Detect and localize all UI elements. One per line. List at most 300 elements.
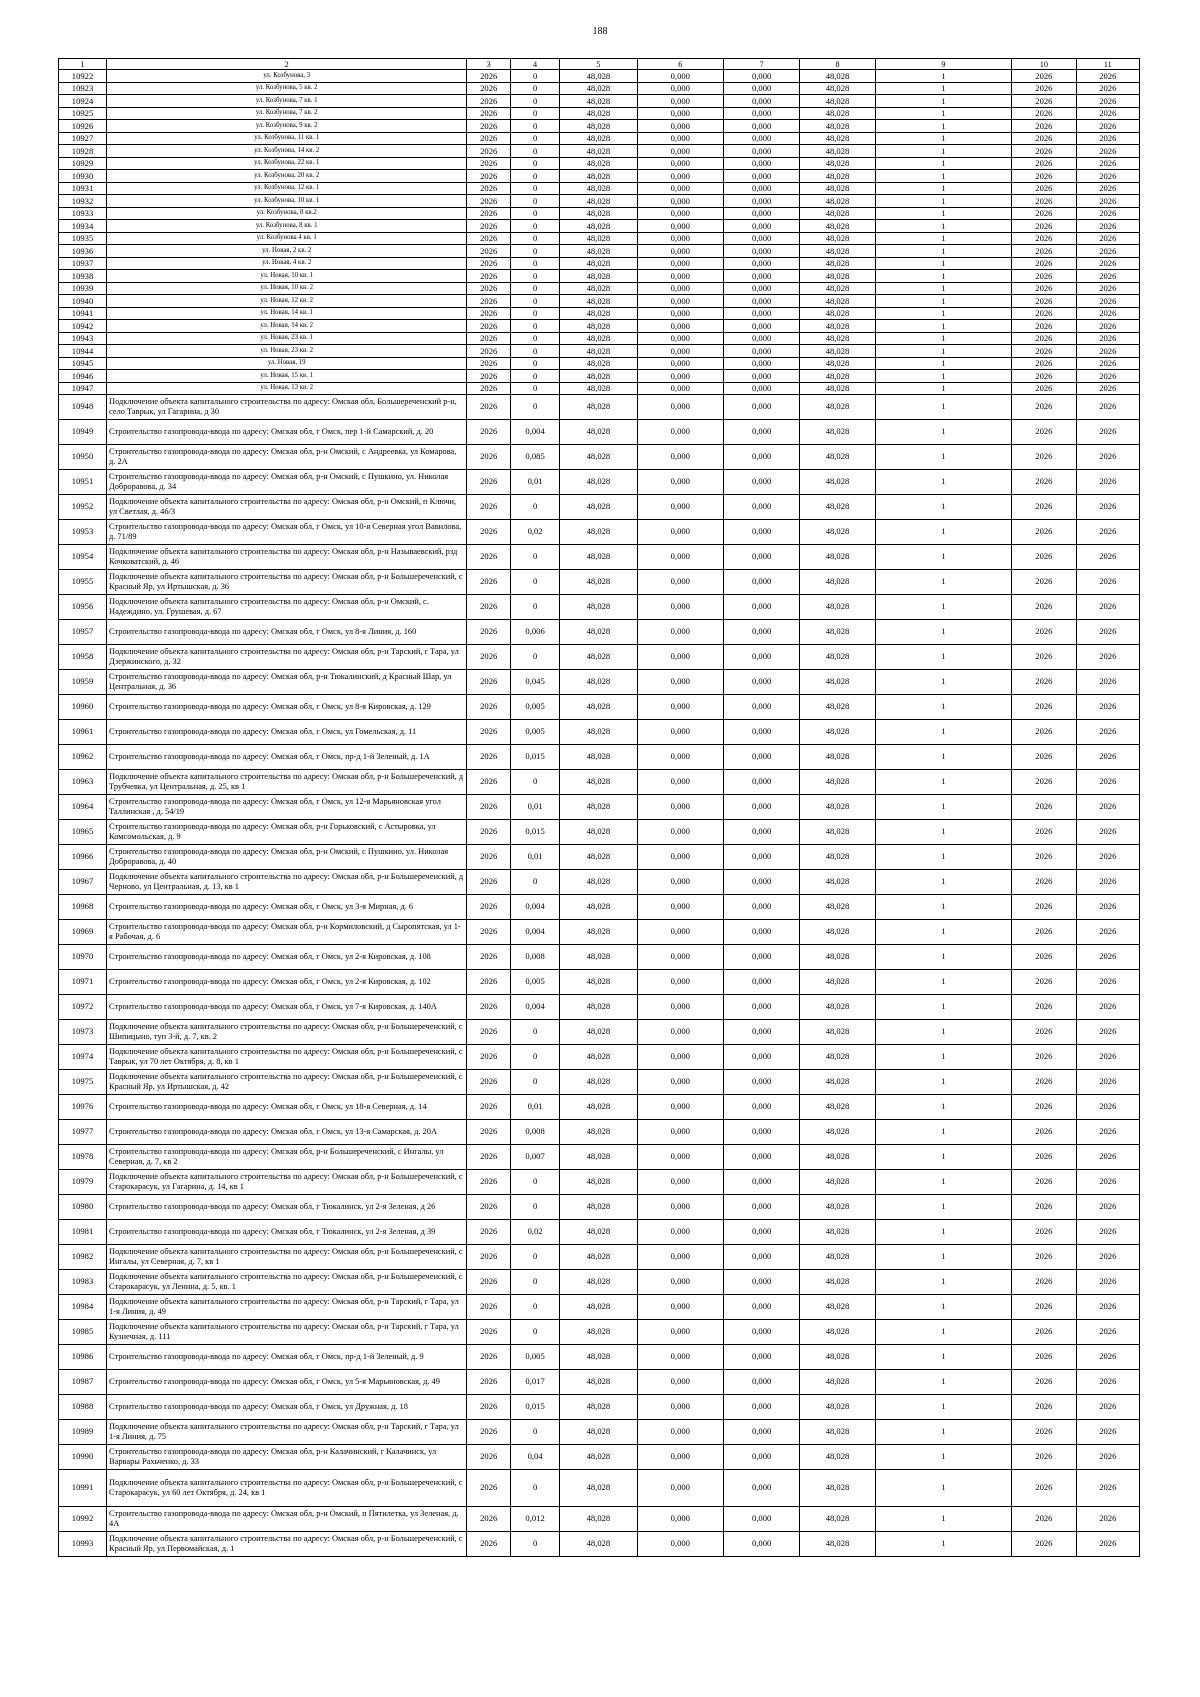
cell-col-2: Подключение объекта капитального строительства по адресу: Омская обл, р-н Большереченский, с Старокарасук, ул Ленина, д. 5, кв. 1 [107, 1270, 467, 1295]
cell-col-1: 10947 [59, 382, 107, 395]
cell-col-10: 2026 [1012, 282, 1076, 295]
cell-col-11: 2026 [1076, 420, 1139, 445]
table-row [59, 1270, 1140, 1295]
cell-col-1: 10988 [59, 1395, 107, 1420]
cell-col-7: 0,000 [723, 295, 799, 308]
table-row [59, 1295, 1140, 1320]
cell-col-8: 48,028 [800, 1270, 875, 1295]
table-row [59, 295, 1140, 308]
cell-col-4: 0 [511, 82, 560, 95]
cell-col-10: 2026 [1012, 870, 1076, 895]
cell-col-2: Строительство газопровода-ввода по адресу: Омская обл, г Тюкалинск, ул 2-я Зеленая, д 39 [107, 1220, 467, 1245]
cell-col-1: 10968 [59, 895, 107, 920]
cell-col-7: 0,000 [723, 320, 799, 333]
cell-col-5: 48,028 [560, 920, 638, 945]
cell-col-2: ул. Козбунова, 7 кв. 1 [107, 95, 467, 108]
cell-col-6: 0,000 [637, 720, 723, 745]
cell-col-2: ул. Новая, 15 кв. 1 [107, 370, 467, 383]
cell-col-2: Строительство газопровода-ввода по адресу: Омская обл, р-н Омский, с Пушкино, ул. Николая Доброравова, д. 40 [107, 845, 467, 870]
cell-col-6: 0,000 [637, 1345, 723, 1370]
cell-col-3: 2026 [467, 1320, 511, 1345]
table-row [59, 970, 1140, 995]
table-row [59, 1195, 1140, 1220]
cell-col-3: 2026 [467, 1070, 511, 1095]
cell-col-7: 0,000 [723, 220, 799, 233]
cell-col-4: 0,006 [511, 620, 560, 645]
cell-col-7: 0,000 [723, 1170, 799, 1195]
cell-col-6: 0,000 [637, 157, 723, 170]
cell-col-5: 48,028 [560, 1470, 638, 1507]
table-row [59, 1120, 1140, 1145]
cell-col-7: 0,000 [723, 1195, 799, 1220]
cell-col-2: Подключение объекта капитального строительства по адресу: Омская обл, р-н Большереченский, с Красный Яр, ул Первомайская, д. 1 [107, 1532, 467, 1557]
cell-col-6: 0,000 [637, 1420, 723, 1445]
column-header-8: 8 [800, 59, 875, 70]
cell-col-1: 10925 [59, 107, 107, 120]
cell-col-1: 10931 [59, 182, 107, 195]
cell-col-7: 0,000 [723, 770, 799, 795]
cell-col-3: 2026 [467, 820, 511, 845]
cell-col-4: 0 [511, 182, 560, 195]
cell-col-5: 48,028 [560, 1345, 638, 1370]
cell-col-4: 0 [511, 70, 560, 83]
cell-col-6: 0,000 [637, 820, 723, 845]
cell-col-1: 10936 [59, 245, 107, 258]
cell-col-1: 10967 [59, 870, 107, 895]
cell-col-6: 0,000 [637, 332, 723, 345]
cell-col-8: 48,028 [800, 695, 875, 720]
cell-col-2: ул. Козбунова, 14 кв. 2 [107, 145, 467, 158]
cell-col-11: 2026 [1076, 95, 1139, 108]
cell-col-10: 2026 [1012, 1320, 1076, 1345]
cell-col-1: 10926 [59, 120, 107, 133]
cell-col-3: 2026 [467, 1270, 511, 1295]
cell-col-7: 0,000 [723, 1470, 799, 1507]
cell-col-10: 2026 [1012, 245, 1076, 258]
cell-col-3: 2026 [467, 132, 511, 145]
cell-col-6: 0,000 [637, 370, 723, 383]
cell-col-2: Подключение объекта капитального строительства по адресу: Омская обл, р-н Тарский, г Тара, ул 1-я Линия, д. 75 [107, 1420, 467, 1445]
table-row [59, 120, 1140, 133]
cell-col-4: 0 [511, 770, 560, 795]
cell-col-7: 0,000 [723, 845, 799, 870]
cell-col-7: 0,000 [723, 345, 799, 358]
cell-col-7: 0,000 [723, 620, 799, 645]
cell-col-1: 10935 [59, 232, 107, 245]
cell-col-11: 2026 [1076, 382, 1139, 395]
cell-col-6: 0,000 [637, 145, 723, 158]
cell-col-4: 0,015 [511, 745, 560, 770]
cell-col-4: 0,01 [511, 795, 560, 820]
cell-col-1: 10941 [59, 307, 107, 320]
cell-col-4: 0 [511, 245, 560, 258]
cell-col-2: ул. Новая, 12 кв. 2 [107, 295, 467, 308]
cell-col-1: 10977 [59, 1120, 107, 1145]
cell-col-9: 1 [875, 220, 1011, 233]
cell-col-3: 2026 [467, 1370, 511, 1395]
cell-col-5: 48,028 [560, 1120, 638, 1145]
cell-col-1: 10930 [59, 170, 107, 183]
cell-col-7: 0,000 [723, 695, 799, 720]
cell-col-3: 2026 [467, 1295, 511, 1320]
cell-col-4: 0,04 [511, 1445, 560, 1470]
cell-col-5: 48,028 [560, 307, 638, 320]
cell-col-10: 2026 [1012, 120, 1076, 133]
cell-col-11: 2026 [1076, 157, 1139, 170]
table-row [59, 395, 1140, 420]
cell-col-3: 2026 [467, 220, 511, 233]
cell-col-11: 2026 [1076, 220, 1139, 233]
cell-col-5: 48,028 [560, 1045, 638, 1070]
table-row [59, 207, 1140, 220]
cell-col-5: 48,028 [560, 132, 638, 145]
cell-col-3: 2026 [467, 620, 511, 645]
cell-col-3: 2026 [467, 1532, 511, 1557]
cell-col-8: 48,028 [800, 1370, 875, 1395]
table-row [59, 1470, 1140, 1507]
cell-col-2: ул. Козбунова, 11 кв. 1 [107, 132, 467, 145]
cell-col-4: 0,008 [511, 945, 560, 970]
cell-col-4: 0 [511, 357, 560, 370]
cell-col-7: 0,000 [723, 920, 799, 945]
cell-col-11: 2026 [1076, 845, 1139, 870]
cell-col-5: 48,028 [560, 695, 638, 720]
cell-col-6: 0,000 [637, 82, 723, 95]
cell-col-5: 48,028 [560, 145, 638, 158]
cell-col-6: 0,000 [637, 1070, 723, 1095]
cell-col-9: 1 [875, 670, 1011, 695]
cell-col-3: 2026 [467, 945, 511, 970]
cell-col-7: 0,000 [723, 1220, 799, 1245]
cell-col-4: 0 [511, 370, 560, 383]
cell-col-6: 0,000 [637, 1370, 723, 1395]
cell-col-6: 0,000 [637, 1320, 723, 1345]
cell-col-3: 2026 [467, 245, 511, 258]
cell-col-4: 0 [511, 132, 560, 145]
cell-col-5: 48,028 [560, 245, 638, 258]
cell-col-10: 2026 [1012, 645, 1076, 670]
cell-col-6: 0,000 [637, 520, 723, 545]
cell-col-4: 0 [511, 595, 560, 620]
cell-col-4: 0,045 [511, 670, 560, 695]
cell-col-2: Подключение объекта капитального строительства по адресу: Омская обл, р-н Большереченский, с Красный Яр, ул Иртышская, д. 42 [107, 1070, 467, 1095]
cell-col-1: 10934 [59, 220, 107, 233]
table-row [59, 232, 1140, 245]
cell-col-3: 2026 [467, 95, 511, 108]
cell-col-5: 48,028 [560, 357, 638, 370]
cell-col-4: 0 [511, 120, 560, 133]
cell-col-7: 0,000 [723, 570, 799, 595]
cell-col-10: 2026 [1012, 695, 1076, 720]
cell-col-5: 48,028 [560, 207, 638, 220]
cell-col-2: Подключение объекта капитального строительства по адресу: Омская обл, р-н Большереченский, с Ингалы, ул Северная, д. 7, кв 1 [107, 1245, 467, 1270]
cell-col-11: 2026 [1076, 945, 1139, 970]
table-row [59, 270, 1140, 283]
cell-col-11: 2026 [1076, 1370, 1139, 1395]
cell-col-1: 10985 [59, 1320, 107, 1345]
cell-col-9: 1 [875, 1070, 1011, 1095]
cell-col-7: 0,000 [723, 545, 799, 570]
cell-col-7: 0,000 [723, 1095, 799, 1120]
cell-col-2: Строительство газопровода-ввода по адресу: Омская обл, р-н Омский, п Пятилетка, ул Зеленая, д. 4А [107, 1507, 467, 1532]
cell-col-3: 2026 [467, 282, 511, 295]
cell-col-9: 1 [875, 320, 1011, 333]
cell-col-5: 48,028 [560, 895, 638, 920]
cell-col-7: 0,000 [723, 395, 799, 420]
column-header-7: 7 [723, 59, 799, 70]
cell-col-5: 48,028 [560, 282, 638, 295]
table-row [59, 870, 1140, 895]
cell-col-1: 10981 [59, 1220, 107, 1245]
table-row [59, 795, 1140, 820]
cell-col-3: 2026 [467, 182, 511, 195]
column-header-2: 2 [107, 59, 467, 70]
cell-col-6: 0,000 [637, 1195, 723, 1220]
cell-col-8: 48,028 [800, 945, 875, 970]
cell-col-8: 48,028 [800, 195, 875, 208]
table-row [59, 670, 1140, 695]
cell-col-7: 0,000 [723, 670, 799, 695]
cell-col-8: 48,028 [800, 395, 875, 420]
cell-col-4: 0,004 [511, 995, 560, 1020]
cell-col-5: 48,028 [560, 1532, 638, 1557]
cell-col-2: Подключение объекта капитального строительства по адресу: Омская обл, р-н Тарский, г Тара, ул 1-я Линия, д. 49 [107, 1295, 467, 1320]
cell-col-4: 0,017 [511, 1370, 560, 1395]
table-row [59, 1220, 1140, 1245]
cell-col-10: 2026 [1012, 107, 1076, 120]
cell-col-9: 1 [875, 1270, 1011, 1295]
cell-col-5: 48,028 [560, 345, 638, 358]
cell-col-11: 2026 [1076, 1345, 1139, 1370]
cell-col-9: 1 [875, 620, 1011, 645]
cell-col-11: 2026 [1076, 320, 1139, 333]
cell-col-7: 0,000 [723, 995, 799, 1020]
cell-col-4: 0 [511, 320, 560, 333]
cell-col-6: 0,000 [637, 232, 723, 245]
cell-col-8: 48,028 [800, 1320, 875, 1345]
cell-col-4: 0 [511, 270, 560, 283]
cell-col-2: ул. Козбунова, 5 кв. 2 [107, 82, 467, 95]
cell-col-3: 2026 [467, 1470, 511, 1507]
cell-col-6: 0,000 [637, 470, 723, 495]
cell-col-7: 0,000 [723, 1395, 799, 1420]
cell-col-10: 2026 [1012, 545, 1076, 570]
cell-col-10: 2026 [1012, 270, 1076, 283]
cell-col-11: 2026 [1076, 1532, 1139, 1557]
table-row [59, 770, 1140, 795]
cell-col-6: 0,000 [637, 270, 723, 283]
cell-col-10: 2026 [1012, 1220, 1076, 1245]
cell-col-2: Подключение объекта капитального строительства по адресу: Омская обл, р-н Большереченский, с Старокарасук, ул Гагарина, д. 14, кв 1 [107, 1170, 467, 1195]
table-row [59, 545, 1140, 570]
cell-col-6: 0,000 [637, 870, 723, 895]
cell-col-8: 48,028 [800, 1020, 875, 1045]
cell-col-10: 2026 [1012, 1345, 1076, 1370]
cell-col-2: ул. Козбунова, 12 кв. 1 [107, 182, 467, 195]
table-row [59, 170, 1140, 183]
cell-col-11: 2026 [1076, 870, 1139, 895]
cell-col-2: ул. Новая, 10 кв. 1 [107, 270, 467, 283]
cell-col-10: 2026 [1012, 920, 1076, 945]
cell-col-6: 0,000 [637, 245, 723, 258]
cell-col-2: Строительство газопровода-ввода по адресу: Омская обл, р-н Горьковский, с Астыровка, ул Комсомольская, д. 9 [107, 820, 467, 845]
table-row [59, 345, 1140, 358]
cell-col-4: 0 [511, 1295, 560, 1320]
cell-col-1: 10949 [59, 420, 107, 445]
cell-col-6: 0,000 [637, 357, 723, 370]
cell-col-3: 2026 [467, 207, 511, 220]
cell-col-9: 1 [875, 945, 1011, 970]
cell-col-1: 10966 [59, 845, 107, 870]
table-row [59, 645, 1140, 670]
cell-col-8: 48,028 [800, 132, 875, 145]
cell-col-5: 48,028 [560, 870, 638, 895]
cell-col-6: 0,000 [637, 1245, 723, 1270]
cell-col-7: 0,000 [723, 1420, 799, 1445]
cell-col-9: 1 [875, 370, 1011, 383]
table-row [59, 1020, 1140, 1045]
cell-col-11: 2026 [1076, 207, 1139, 220]
table-row [59, 195, 1140, 208]
cell-col-7: 0,000 [723, 1507, 799, 1532]
table-row [59, 695, 1140, 720]
cell-col-7: 0,000 [723, 170, 799, 183]
cell-col-5: 48,028 [560, 420, 638, 445]
cell-col-6: 0,000 [637, 1020, 723, 1045]
cell-col-6: 0,000 [637, 920, 723, 945]
cell-col-7: 0,000 [723, 332, 799, 345]
cell-col-10: 2026 [1012, 1470, 1076, 1507]
cell-col-10: 2026 [1012, 1420, 1076, 1445]
column-header-4: 4 [511, 59, 560, 70]
cell-col-7: 0,000 [723, 257, 799, 270]
cell-col-9: 1 [875, 157, 1011, 170]
cell-col-6: 0,000 [637, 645, 723, 670]
cell-col-11: 2026 [1076, 395, 1139, 420]
cell-col-7: 0,000 [723, 420, 799, 445]
cell-col-2: Строительство газопровода-ввода по адресу: Омская обл, р-н Омский, с Андреевка, ул Комарова, д. 2А [107, 445, 467, 470]
cell-col-5: 48,028 [560, 620, 638, 645]
cell-col-5: 48,028 [560, 470, 638, 495]
cell-col-9: 1 [875, 1245, 1011, 1270]
cell-col-10: 2026 [1012, 382, 1076, 395]
cell-col-6: 0,000 [637, 395, 723, 420]
cell-col-8: 48,028 [800, 1095, 875, 1120]
cell-col-9: 1 [875, 332, 1011, 345]
cell-col-3: 2026 [467, 995, 511, 1020]
cell-col-4: 0 [511, 207, 560, 220]
cell-col-11: 2026 [1076, 770, 1139, 795]
cell-col-3: 2026 [467, 270, 511, 283]
cell-col-3: 2026 [467, 645, 511, 670]
cell-col-7: 0,000 [723, 70, 799, 83]
cell-col-8: 48,028 [800, 1445, 875, 1470]
cell-col-6: 0,000 [637, 445, 723, 470]
cell-col-6: 0,000 [637, 207, 723, 220]
cell-col-6: 0,000 [637, 495, 723, 520]
cell-col-5: 48,028 [560, 670, 638, 695]
cell-col-2: Строительство газопровода-ввода по адресу: Омская обл, г Омск, ул 3-я Мирная, д. 6 [107, 895, 467, 920]
cell-col-8: 48,028 [800, 345, 875, 358]
cell-col-7: 0,000 [723, 595, 799, 620]
cell-col-1: 10961 [59, 720, 107, 745]
cell-col-7: 0,000 [723, 895, 799, 920]
cell-col-3: 2026 [467, 157, 511, 170]
table-row [59, 382, 1140, 395]
cell-col-5: 48,028 [560, 107, 638, 120]
cell-col-5: 48,028 [560, 1220, 638, 1245]
cell-col-11: 2026 [1076, 520, 1139, 545]
cell-col-2: Подключение объекта капитального строительства по адресу: Омская обл, р-н Большереченский, с Таврык, ул 70 лет Октября, д. 8, кв 1 [107, 1045, 467, 1070]
cell-col-7: 0,000 [723, 870, 799, 895]
cell-col-9: 1 [875, 395, 1011, 420]
cell-col-4: 0 [511, 232, 560, 245]
cell-col-9: 1 [875, 82, 1011, 95]
cell-col-10: 2026 [1012, 232, 1076, 245]
cell-col-9: 1 [875, 1532, 1011, 1557]
cell-col-8: 48,028 [800, 70, 875, 83]
cell-col-8: 48,028 [800, 670, 875, 695]
cell-col-3: 2026 [467, 795, 511, 820]
cell-col-9: 1 [875, 1395, 1011, 1420]
cell-col-1: 10922 [59, 70, 107, 83]
cell-col-8: 48,028 [800, 445, 875, 470]
cell-col-2: Строительство газопровода-ввода по адресу: Омская обл, г Омск, ул 13-я Самарская, д. 20А [107, 1120, 467, 1145]
cell-col-3: 2026 [467, 320, 511, 333]
table-row [59, 357, 1140, 370]
table-row [59, 370, 1140, 383]
cell-col-10: 2026 [1012, 295, 1076, 308]
cell-col-5: 48,028 [560, 270, 638, 283]
cell-col-2: Строительство газопровода-ввода по адресу: Омская обл, г Омск, пер 1-й Самарский, д. 20 [107, 420, 467, 445]
cell-col-4: 0 [511, 382, 560, 395]
cell-col-3: 2026 [467, 257, 511, 270]
cell-col-4: 0 [511, 395, 560, 420]
cell-col-2: Подключение объекта капитального строительства по адресу: Омская обл, р-н Большереченский, д Трубчевка, ул Центральная, д. 25, кв 1 [107, 770, 467, 795]
cell-col-2: Строительство газопровода-ввода по адресу: Омская обл, г Омск, ул Гомельская, д. 11 [107, 720, 467, 745]
table-row [59, 245, 1140, 258]
cell-col-11: 2026 [1076, 82, 1139, 95]
cell-col-9: 1 [875, 420, 1011, 445]
cell-col-5: 48,028 [560, 1170, 638, 1195]
table-row [59, 520, 1140, 545]
cell-col-5: 48,028 [560, 445, 638, 470]
cell-col-10: 2026 [1012, 1295, 1076, 1320]
cell-col-1: 10950 [59, 445, 107, 470]
cell-col-8: 48,028 [800, 1045, 875, 1070]
cell-col-2: ул. Козбунова, 7 кв. 2 [107, 107, 467, 120]
cell-col-11: 2026 [1076, 332, 1139, 345]
table-row [59, 95, 1140, 108]
cell-col-7: 0,000 [723, 520, 799, 545]
table-row [59, 595, 1140, 620]
cell-col-5: 48,028 [560, 845, 638, 870]
cell-col-3: 2026 [467, 720, 511, 745]
cell-col-11: 2026 [1076, 1195, 1139, 1220]
cell-col-2: Подключение объекта капитального строительства по адресу: Омская обл, р-н Большереченский, д Черново, ул Центральная, д. 13, кв 1 [107, 870, 467, 895]
cell-col-9: 1 [875, 307, 1011, 320]
cell-col-11: 2026 [1076, 1445, 1139, 1470]
column-header-9: 9 [875, 59, 1011, 70]
cell-col-8: 48,028 [800, 920, 875, 945]
cell-col-3: 2026 [467, 1045, 511, 1070]
cell-col-3: 2026 [467, 195, 511, 208]
table-row [59, 332, 1140, 345]
cell-col-2: ул. Козбунова, 3 [107, 70, 467, 83]
cell-col-5: 48,028 [560, 970, 638, 995]
cell-col-11: 2026 [1076, 545, 1139, 570]
cell-col-1: 10983 [59, 1270, 107, 1295]
